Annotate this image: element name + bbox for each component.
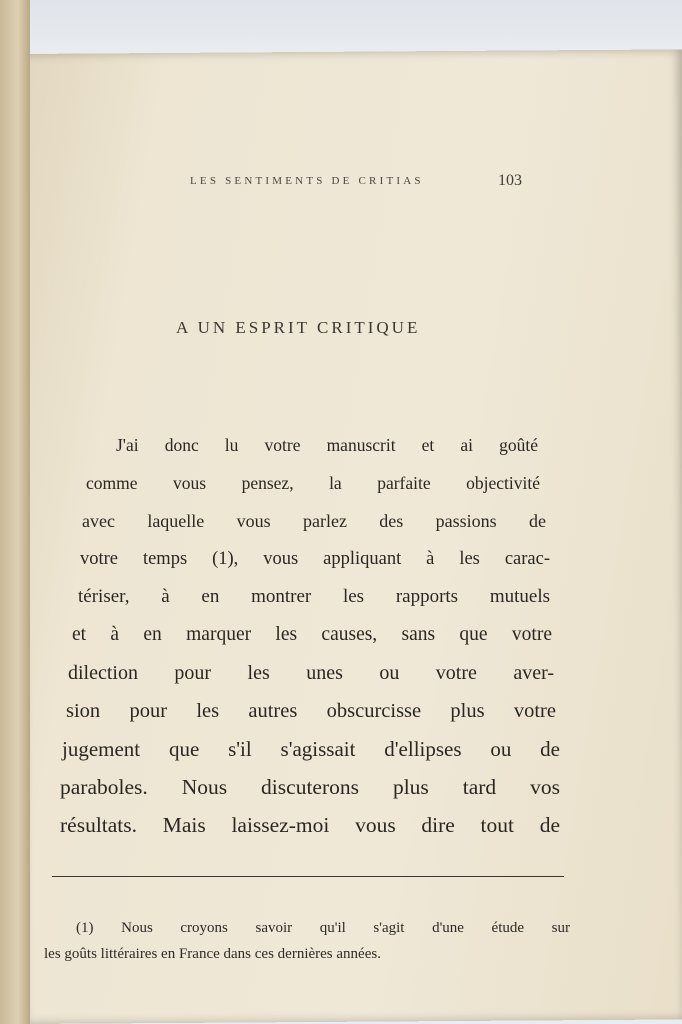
body-paragraph — [60, 426, 560, 844]
footnote-line: (1) Nous croyons savoir qu'il s'agit d'une étude sur — [76, 920, 570, 936]
running-title: LES SENTIMENTS DE CRITIAS — [190, 175, 424, 187]
text-line: résultats. Mais laissez-moi vous dire tout de — [60, 813, 560, 837]
text-line: jugement que s'il s'agissait d'ellipses ou de — [62, 737, 560, 761]
text-line: et à en marquer les causes, sans que votre — [72, 624, 552, 645]
text-line: sion pour les autres obscurcisse plus votre — [66, 700, 556, 722]
text-line: comme vous pensez, la parfaite objectivité — [86, 473, 540, 493]
footnote-divider — [52, 876, 564, 877]
footnote — [44, 915, 570, 967]
text-line: paraboles. Nous discuterons plus tard vos — [60, 775, 560, 799]
footnote-line: les goûts littéraires en France dans ces dernières années. — [44, 946, 381, 962]
section-title: A UN ESPRIT CRITIQUE — [176, 318, 421, 337]
page-number: 103 — [498, 172, 522, 189]
left-page-edge — [0, 0, 30, 1024]
text-line: J'ai donc lu votre manuscrit et ai goûté — [116, 435, 538, 455]
text-line: avec laquelle vous parlez des passions de — [82, 511, 546, 531]
text-line: dilection pour les unes ou votre aver- — [68, 662, 554, 684]
text-line: tériser, à en montrer les rapports mutuels — [78, 586, 550, 607]
text-line: votre temps (1), vous appliquant à les carac- — [80, 549, 550, 569]
